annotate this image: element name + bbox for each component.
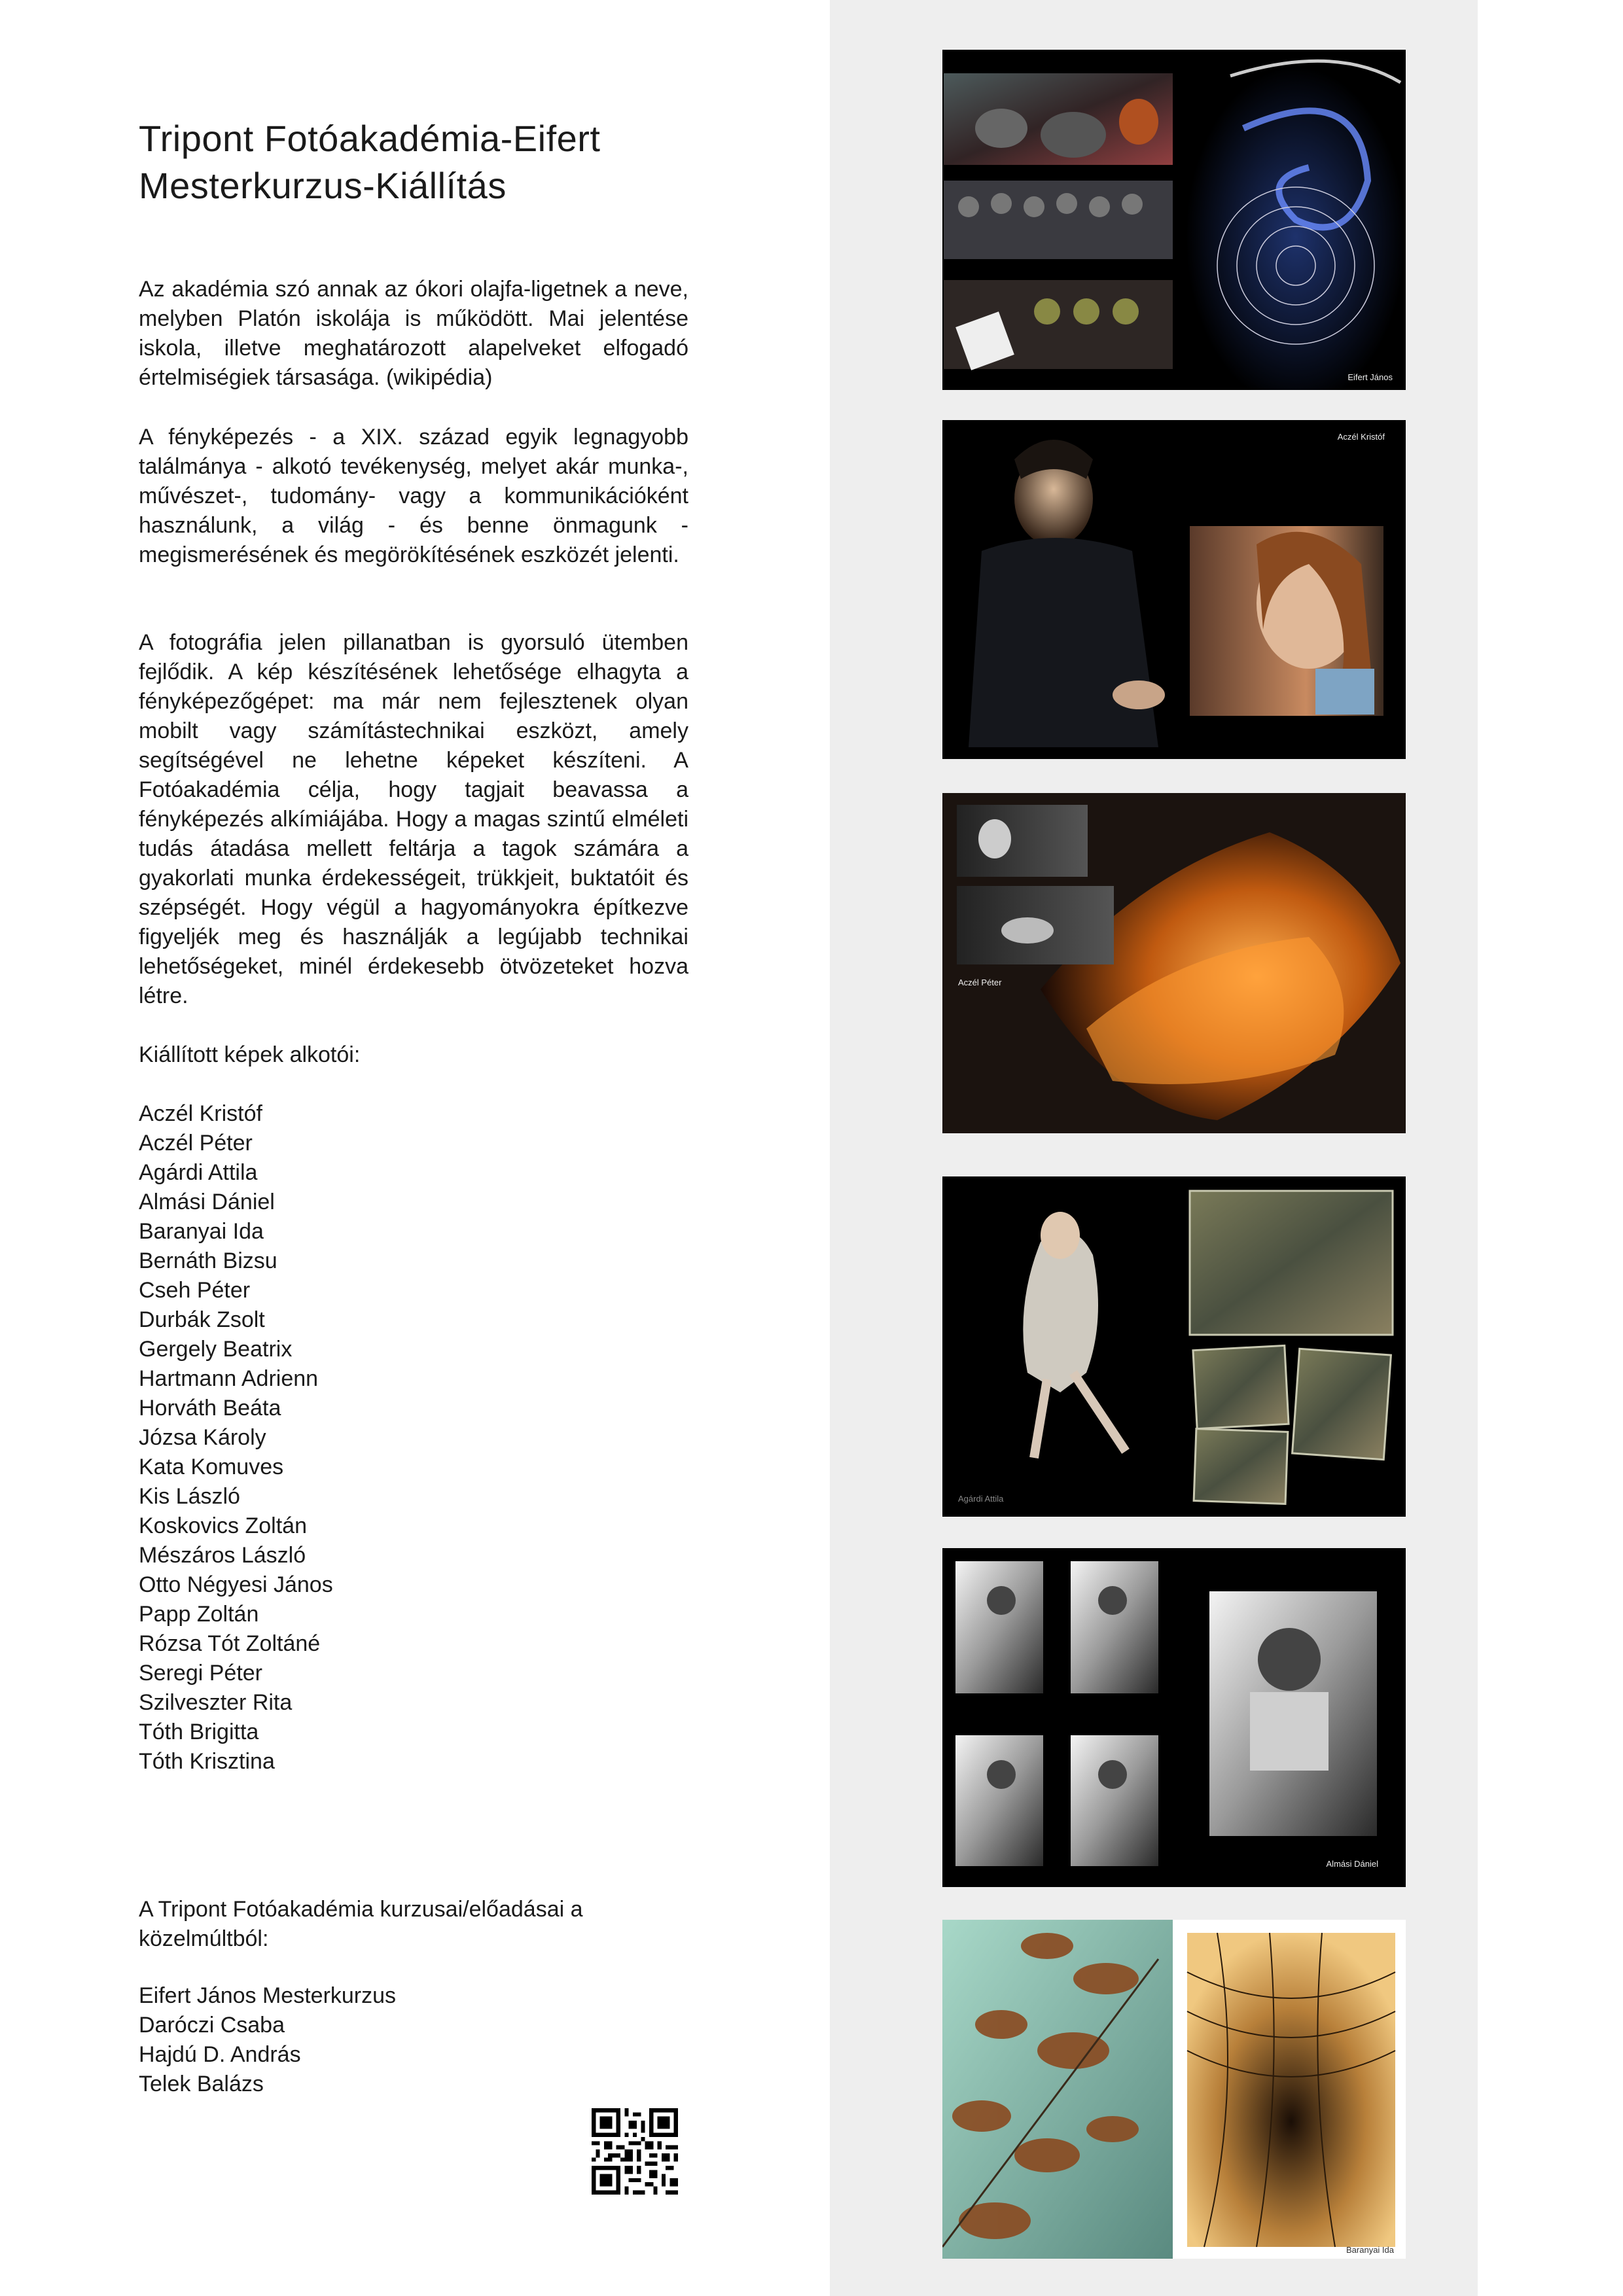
artist-item: Szilveszter Rita (139, 1690, 293, 1715)
artist-item: Kata Komuves (139, 1455, 284, 1479)
course-item: Hajdú D. András (139, 2042, 301, 2067)
artist-item: Baranyai Ida (139, 1219, 264, 1244)
photo-caption: Agárdi Attila (958, 1494, 1004, 1504)
artists-list (139, 1099, 333, 1776)
title-line-2: Mesterkurzus-Kiállítás (139, 165, 507, 206)
page-title (139, 115, 688, 209)
photo-workshop-collage (942, 50, 1406, 390)
intro-paragraph-1: Az akadémia szó annak az ókori olajfa-ligetnek a neve, melyben Platón iskolája is működött. Mai jelentése iskola, illetve meghatározott alapelveket elfogadó értelmiségiek társasága. (wikipédia) (139, 277, 688, 390)
qr-code-icon[interactable] (592, 2108, 678, 2195)
artist-item: Agárdi Attila (139, 1160, 258, 1185)
photo-dancer-motion (942, 793, 1406, 1133)
artist-item: Papp Zoltán (139, 1602, 259, 1627)
photo-caption: Aczél Kristóf (1337, 432, 1385, 442)
photo-caption: Baranyai Ida (1346, 2245, 1394, 2255)
artist-item: Tóth Brigitta (139, 1720, 259, 1744)
intro-paragraph-2: A fényképezés - a XIX. század egyik legnagyobb találmánya - alkotó tevékenység, melyet akár munka-, művészet-, tudomány- vagy a kommunikációként használunk, a világ - és benne önmagunk - megismerésének és megörökítésének eszközét jelenti. (139, 425, 688, 567)
page-title-block (139, 115, 688, 209)
workshop-collage-graphic (942, 50, 1406, 390)
photo-child-series (942, 1548, 1406, 1887)
artist-item: Bernáth Bizsu (139, 1248, 277, 1273)
artist-item: Hartmann Adrienn (139, 1366, 319, 1391)
course-item: Telek Balázs (139, 2072, 264, 2096)
artist-item: Otto Négyesi János (139, 1572, 333, 1597)
course-item: Eifert János Mesterkurzus (139, 1983, 397, 2008)
artist-item: Horváth Beáta (139, 1396, 281, 1421)
artist-item: Józsa Károly (139, 1425, 266, 1450)
photo-caption: Eifert János (1347, 372, 1393, 382)
intro-paragraph-3: A fotográfia jelen pillanatban is gyorsuló ütemben fejlődik. A kép készítésének lehetősége elhagyta a fényképezőgépet: ma már nem fejlesztenek olyan mobilt vagy számítástechnikai eszközt, amely segítségével ne lehetne képeket készíteni. A Fotóakadémia célja, hogy tagjait beavassa a fényképezés alkímiájába. Hogy a magas szintű elméleti tudás átadása mellett feltárja a tagok számára a gyakorlati munka érdekességeit, trükkjeit, buktatóit és szépségét. Hogy végül a hagyományokra építkezve figyeljék meg és használják a legújabb technikai lehetőségeket, minél érdekesebb ötvözeteket hozva létre. (139, 630, 688, 1008)
course-item: Daróczi Csaba (139, 2013, 285, 2038)
portraits-graphic (942, 420, 1406, 759)
artist-item: Koskovics Zoltán (139, 1513, 307, 1538)
artist-item: Gergely Beatrix (139, 1337, 293, 1362)
photo-caption: Almási Dániel (1326, 1859, 1378, 1869)
artist-item: Mészáros László (139, 1543, 306, 1568)
floating-figure-graphic (942, 1176, 1406, 1517)
photo-leaves-architecture (942, 1920, 1406, 2259)
leaves-architecture-graphic (942, 1920, 1406, 2259)
courses-heading: A Tripont Fotóakadémia kurzusai/előadásai a közelmúltból: (139, 1897, 583, 1951)
artist-item: Tóth Krisztina (139, 1749, 275, 1774)
photo-floating-figure (942, 1176, 1406, 1517)
artist-item: Aczél Kristóf (139, 1101, 262, 1126)
artist-item: Almási Dániel (139, 1190, 275, 1214)
artist-item: Kis László (139, 1484, 240, 1509)
artist-item: Aczél Péter (139, 1131, 253, 1156)
photo-portraits (942, 420, 1406, 759)
title-line-1: Tripont Fotóakadémia-Eifert (139, 118, 601, 159)
dancer-motion-graphic (942, 793, 1406, 1133)
artist-item: Seregi Péter (139, 1661, 262, 1686)
artist-item: Durbák Zsolt (139, 1307, 265, 1332)
courses-list (139, 1981, 396, 2099)
child-series-graphic (942, 1548, 1406, 1887)
artists-heading: Kiállított képek alkotói: (139, 1042, 361, 1067)
artist-item: Rózsa Tót Zoltáné (139, 1631, 321, 1656)
photo-caption: Aczél Péter (958, 978, 1002, 987)
artist-item: Cseh Péter (139, 1278, 251, 1303)
